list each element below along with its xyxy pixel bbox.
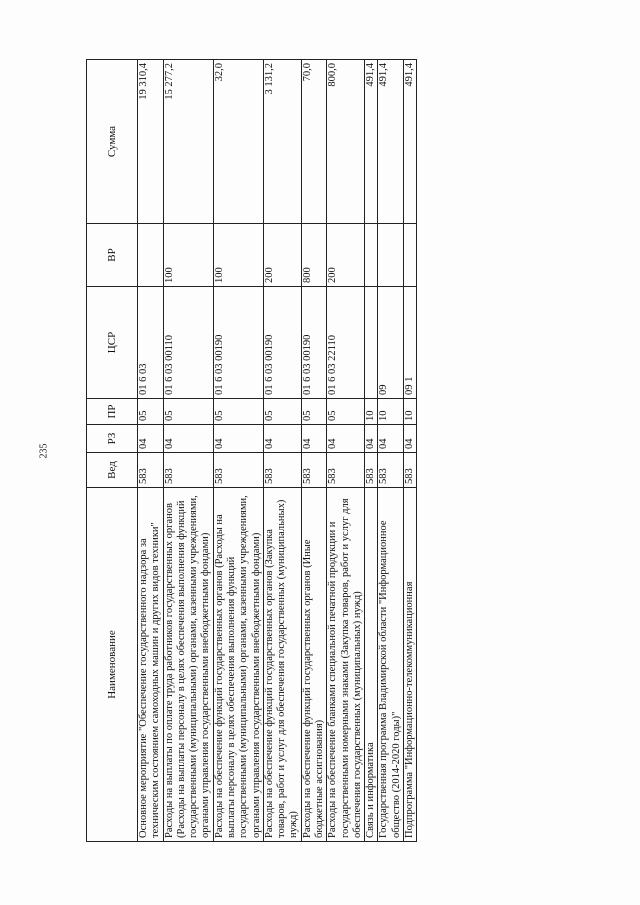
cell-csr: 09 [378,287,404,399]
cell-vr [365,224,378,287]
cell-sum: 15 277,2 [163,60,213,224]
cell-pr: 05 [327,399,365,425]
cell-name: Связь и информатика [365,488,378,842]
cell-rz: 04 [213,425,263,453]
header-name: Наименование [87,488,138,842]
cell-vr: 100 [213,224,263,287]
cell-pr: 10 [365,399,378,425]
table-row [403,60,416,842]
cell-name: Расходы на обеспечение функций государственных органов (Закупка товаров, работ и услуг для обеспечения государственных (муниципальных) нужд) [263,488,301,842]
cell-name: Основное мероприятие "Обеспечение государственного надзора за техническим состоянием самоходных машин и других видов техники" [138,488,164,842]
cell-sum: 800,0 [327,60,365,224]
cell-ved: 583 [163,453,213,488]
cell-vr: 800 [301,224,327,287]
header-pr: ПР [87,399,138,425]
table-row [301,60,327,842]
header-sum: Сумма [87,60,138,224]
header-rz: РЗ [87,425,138,453]
table-row [378,60,404,842]
cell-name: Подпрограмма "Информационно-телекоммуникационная [403,488,416,842]
cell-sum: 491,4 [378,60,404,224]
cell-pr: 05 [263,399,301,425]
cell-pr: 05 [213,399,263,425]
cell-csr: 01 6 03 00190 [213,287,263,399]
cell-rz: 04 [365,425,378,453]
cell-ved: 583 [213,453,263,488]
table-row [163,60,213,842]
cell-vr [378,224,404,287]
cell-vr: 100 [163,224,213,287]
cell-ved: 583 [301,453,327,488]
cell-sum: 3 131,2 [263,60,301,224]
cell-vr: 200 [327,224,365,287]
cell-name: Расходы на выплаты по оплате труда работников государственных органов (Расходы на выплаты персоналу в целях обеспечения выполнения функций государственными (муниципальными) органами, казенными учреждениями, органами управления государственными внебюджетными фондами) [163,488,213,842]
cell-csr: 01 6 03 22110 [327,287,365,399]
header-ved: Вед [87,453,138,488]
table-row [213,60,263,842]
cell-ved: 583 [365,453,378,488]
cell-ved: 583 [403,453,416,488]
cell-csr: 01 6 03 [138,287,164,399]
cell-ved: 583 [138,453,164,488]
cell-pr: 05 [138,399,164,425]
cell-csr: 01 6 03 00110 [163,287,213,399]
cell-rz: 04 [301,425,327,453]
header-row [87,60,138,842]
header-vr: ВР [87,224,138,287]
cell-csr: 09 1 [403,287,416,399]
cell-name: Государственная программа Владимирской области "Информационное общество (2014-2020 годы)" [378,488,404,842]
cell-pr: 10 [378,399,404,425]
cell-pr: 05 [163,399,213,425]
cell-sum: 491,4 [365,60,378,224]
cell-ved: 583 [327,453,365,488]
cell-sum: 32,0 [213,60,263,224]
cell-csr: 01 6 03 00190 [301,287,327,399]
cell-rz: 04 [163,425,213,453]
table-row [327,60,365,842]
cell-name: Расходы на обеспечение функций государственных органов (Иные бюджетные ассигнования) [301,488,327,842]
table-row [365,60,378,842]
cell-ved: 583 [263,453,301,488]
cell-sum: 491,4 [403,60,416,224]
table-row [263,60,301,842]
table-row [138,60,164,842]
cell-csr: 01 6 03 00190 [263,287,301,399]
cell-rz: 04 [263,425,301,453]
cell-rz: 04 [403,425,416,453]
cell-pr: 10 [403,399,416,425]
cell-sum: 19 310,4 [138,60,164,224]
cell-rz: 04 [138,425,164,453]
cell-name: Расходы на обеспечение бланками специальной печатной продукции и государственными номерными знаками (Закупка товаров, работ и услуг для обеспечения государственных (муниципальных) нужд) [327,488,365,842]
cell-name: Расходы на обеспечение функций государственных органов (Расходы на выплаты персоналу в целях обеспечения выполнения функций государственными (муниципальными) органами, казенными учреждениями, органами управления государственными внебюджетными фондами) [213,488,263,842]
budget-table [86,59,417,842]
cell-csr [365,287,378,399]
cell-ved: 583 [378,453,404,488]
header-csr: ЦСР [87,287,138,399]
cell-sum: 70,0 [301,60,327,224]
cell-vr: 200 [263,224,301,287]
cell-pr: 05 [301,399,327,425]
cell-vr [403,224,416,287]
cell-vr [138,224,164,287]
rotated-table-wrapper [86,60,614,842]
cell-rz: 04 [378,425,404,453]
page-number: 235 [38,443,50,459]
cell-rz: 04 [327,425,365,453]
